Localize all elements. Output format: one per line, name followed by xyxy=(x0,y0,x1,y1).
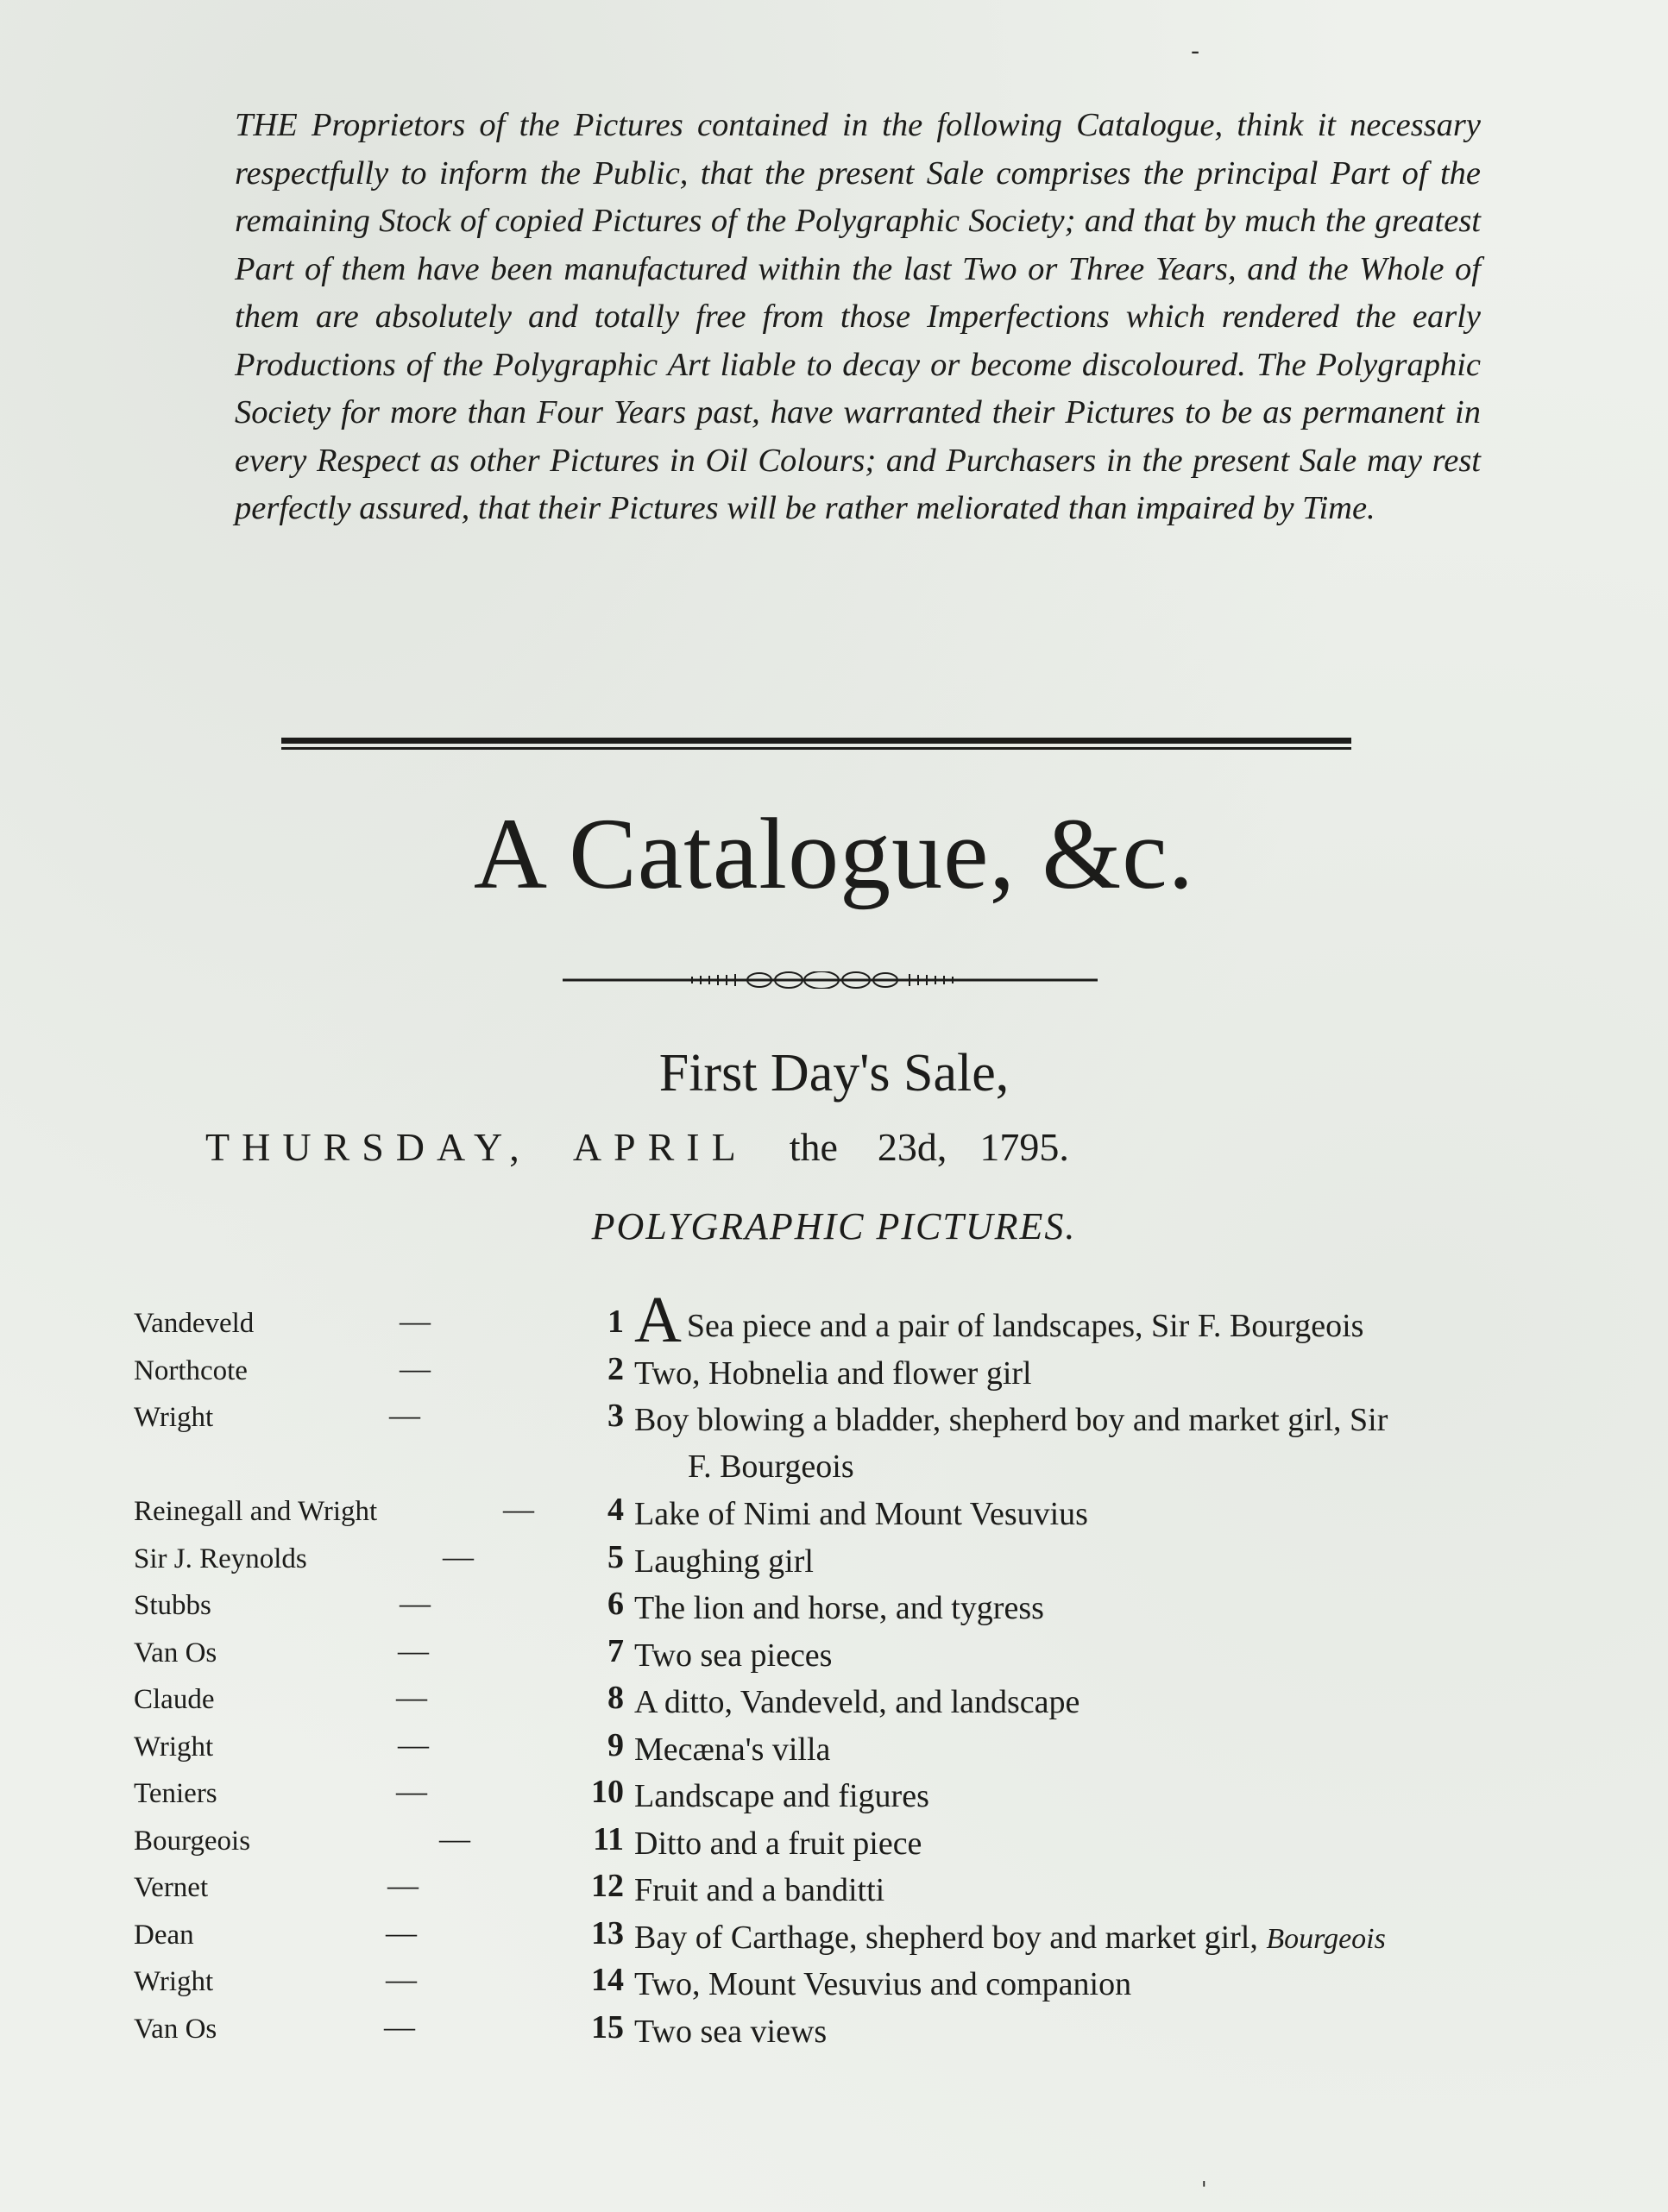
lot-description-text: Sea piece and a pair of landscapes, Sir F. Bourgeois xyxy=(686,1308,1364,1344)
date-year: 1795. xyxy=(979,1125,1069,1169)
lot-description xyxy=(634,1397,1532,1490)
lot-description: Two, Hobnelia and flower girl xyxy=(634,1354,1032,1392)
lot-description: A ditto, Vandeveld, and landscape xyxy=(634,1684,1080,1720)
lot-number: 9 xyxy=(607,1726,624,1763)
lot-number: 1 xyxy=(607,1304,624,1340)
lot-initial-letter: A xyxy=(634,1284,682,1356)
lot-dash: — xyxy=(400,1350,431,1386)
lot-row xyxy=(134,1632,1532,1680)
day-heading: First Day's Sale, xyxy=(658,1044,1010,1103)
sale-date xyxy=(205,1123,1465,1172)
lot-artist: Wright xyxy=(134,1966,214,1997)
lot-dash: — xyxy=(396,1774,427,1808)
lot-description: Laughing girl xyxy=(634,1543,814,1580)
lot-artist-note: Bourgeois xyxy=(1266,1922,1386,1955)
preface-paragraph: THE Proprietors of the Pictures contained in the following Catalogue, think it necessary respectfully to inform the Public, that the present Sale comprises the principal Part of the remaining Stock of copied Pictures of the Polygraphic Society; and that by much the greatest Part of them have been manufactured within the last Two or Three Years, and the Whole of them are absolutely and totally free from those Imperfections which rendered the early Productions of the Polygraphic Art liable to decay or become discoloured. The Polygraphic Society for more than Four Years past, have warranted their Pictures to be as permanent in every Respect as other Pictures in Oil Colours; and Purchasers in the present Sale may rest perfectly assured, that their Pictures will be rather meliorated than impaired by Time. xyxy=(235,107,1481,526)
lot-description: The lion and horse, and tygress xyxy=(634,1590,1044,1626)
catalogue-title: A Catalogue, &c. xyxy=(473,797,1195,910)
lot-number: 2 xyxy=(607,1350,624,1387)
date-weekday: THURSDAY, xyxy=(205,1125,532,1169)
lot-row xyxy=(134,1679,1532,1726)
lot-number: 14 xyxy=(591,1962,624,1998)
lot-row xyxy=(134,1773,1532,1820)
lot-description: Two sea pieces xyxy=(634,1637,833,1674)
lot-artist: Northcote xyxy=(134,1354,248,1386)
section-heading: POLYGRAPHIC PICTURES. xyxy=(591,1205,1077,1247)
lot-row xyxy=(134,2008,1532,2056)
lot-number: 5 xyxy=(607,1538,624,1575)
lot-description: Fruit and a banditti xyxy=(634,1872,885,1908)
lot-artist: Vernet xyxy=(134,1872,209,1903)
lot-artist: Reinegall and Wright xyxy=(134,1496,378,1527)
lot-artist: Vandeveld xyxy=(134,1308,255,1339)
lot-description: Ditto and a fruit piece xyxy=(634,1825,922,1862)
lot-dash: — xyxy=(400,1304,431,1338)
lot-number: 11 xyxy=(593,1820,624,1857)
lot-row xyxy=(134,1585,1532,1632)
lot-row xyxy=(134,1867,1532,1914)
lot-dash: — xyxy=(386,1962,417,1996)
lot-number: 6 xyxy=(607,1586,624,1622)
lot-description-continuation: F. Bourgeois xyxy=(688,1448,854,1485)
lot-row xyxy=(134,1820,1532,1868)
lot-artist: Sir J. Reynolds xyxy=(134,1543,307,1574)
lot-artist: Bourgeois xyxy=(134,1825,251,1857)
lot-artist: Wright xyxy=(134,1402,214,1433)
lot-dash: — xyxy=(396,1680,427,1714)
lot-description-text: Bay of Carthage, shepherd boy and market girl, xyxy=(634,1919,1258,1956)
lot-number: 3 xyxy=(607,1398,624,1434)
lot-dash: — xyxy=(443,1538,474,1574)
lot-dash: — xyxy=(439,1820,470,1856)
lot-description xyxy=(634,1914,1532,1963)
lot-row xyxy=(134,1538,1532,1586)
ornamental-divider-icon xyxy=(563,971,1098,989)
lot-description: Two, Mount Vesuvius and companion xyxy=(634,1966,1132,2002)
lot-dash: — xyxy=(387,1868,419,1902)
lot-number: 15 xyxy=(591,2008,624,2045)
lot-row xyxy=(134,1961,1532,2008)
lot-artist: Van Os xyxy=(134,2013,217,2045)
date-day-of-month: 23d, xyxy=(877,1125,947,1169)
lot-description: Two sea views xyxy=(634,2013,828,2050)
lot-number: 13 xyxy=(591,1914,624,1951)
lot-row xyxy=(134,1350,1532,1398)
lot-dash: — xyxy=(398,1632,429,1668)
lot-dash: — xyxy=(503,1492,534,1526)
lot-description: Lake of Nimi and Mount Vesuvius xyxy=(634,1496,1088,1532)
ink-speck: ' xyxy=(1201,2177,1207,2202)
lot-artist: Claude xyxy=(134,1684,215,1715)
lot-dash: — xyxy=(400,1586,431,1620)
lot-artist: Wright xyxy=(134,1731,214,1763)
lot-artist: Dean xyxy=(134,1919,194,1951)
lot-row xyxy=(134,1397,1532,1491)
date-month: APRIL xyxy=(572,1125,748,1169)
lot-description: Landscape and figures xyxy=(634,1778,929,1814)
lot-number: 8 xyxy=(607,1680,624,1716)
ink-speck: - xyxy=(1191,36,1200,66)
lot-row xyxy=(134,1491,1532,1538)
lot-number: 4 xyxy=(607,1492,624,1528)
lot-artist: Stubbs xyxy=(134,1590,211,1621)
lot-number: 7 xyxy=(607,1632,624,1669)
lot-artist: Van Os xyxy=(134,1637,217,1668)
lot-dash: — xyxy=(384,2008,415,2044)
lot-artist: Teniers xyxy=(134,1778,217,1809)
lot-number: 12 xyxy=(591,1868,624,1904)
lot-description xyxy=(634,1284,1532,1356)
double-rule-divider xyxy=(281,738,1351,750)
lot-dash: — xyxy=(386,1914,417,1950)
lot-row xyxy=(134,1726,1532,1774)
lot-dash: — xyxy=(389,1398,420,1432)
lot-description-text: Boy blowing a bladder, shepherd boy and market girl, Sir xyxy=(634,1402,1388,1438)
lot-dash: — xyxy=(398,1726,429,1762)
lot-number: 10 xyxy=(591,1774,624,1810)
date-the: the xyxy=(789,1125,838,1169)
lot-row xyxy=(134,1284,1532,1356)
lot-description: Mecæna's villa xyxy=(634,1731,831,1768)
lot-row xyxy=(134,1914,1532,1962)
lot-list xyxy=(134,1284,1532,2055)
